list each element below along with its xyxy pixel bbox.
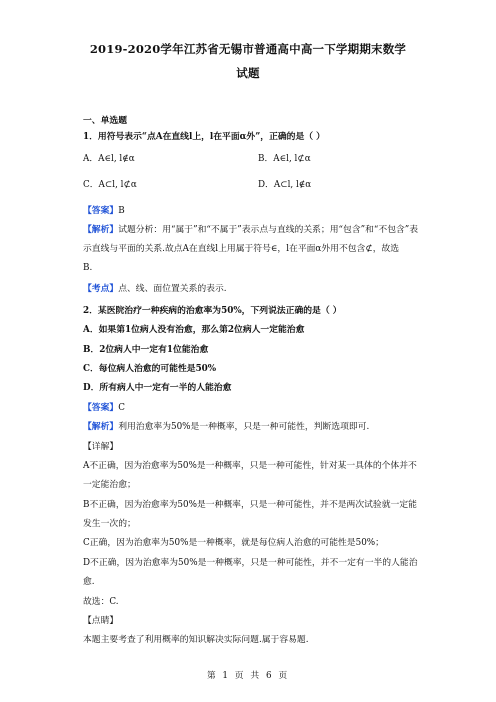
q1-answer-tag: 【答案】 [83, 206, 119, 216]
q2-choose: 故选：C. [83, 597, 119, 607]
q2-stem: 2．某医院治疗一种疾病的治愈率为50%，下列说法正确的是（ ） [83, 306, 342, 316]
q1-option-d: D．A⊂l, l∉α [258, 180, 312, 190]
page-footer: 第 1 页 共 6 页 [206, 671, 290, 681]
q2-analysis-tag: 【解析】 [83, 422, 119, 432]
q1-option-c: C．A⊂l, l⊄α [83, 180, 137, 190]
q1-analysis-tag: 【解析】 [83, 225, 119, 235]
q2-detail-d-line2: 愈. [83, 577, 95, 587]
doc-title-line1: 2019-2020学年江苏省无锡市普通高中高一下学期期末数学 [89, 42, 407, 56]
q2-detail-c: C正确，因为治愈率为50%是一种概率，就是每位病人治愈的可能性是50%； [83, 538, 384, 548]
q1-answer: B [118, 206, 125, 216]
q2-detail-tag: 【详解】 [83, 442, 119, 452]
doc-title-line2: 试题 [236, 66, 260, 80]
section-heading: 一、单选题 [83, 116, 127, 126]
q2-detail-d-line1: D不正确，因为治愈率为50%是一种概率，只是一种可能性，并不一定有一半的人能治 [83, 558, 418, 568]
q1-option-a: A．A∈l, l∉α [83, 154, 135, 164]
q2-detail-b-line2: 发生一次的； [83, 519, 136, 529]
q2-analysis: 利用治愈率为50%是一种概率，只是一种可能性，判断选项即可. [118, 422, 370, 432]
q1-kaodian-line [83, 283, 227, 295]
q2-option-a: A．如果第1位病人没有治愈，那么第2位病人一定能治愈 [83, 325, 305, 335]
q1-analysis-line2: 示直线与平面的关系.故点A在直线l上用属于符号∈，l在平面α外用不包含⊄，故选 [83, 244, 400, 254]
q1-kaodian-tag: 【考点】 [83, 284, 119, 294]
q1-answer-line [83, 205, 125, 217]
q2-analysis-line [83, 421, 369, 433]
q2-answer-line [83, 402, 125, 414]
q2-dianjing-tag: 【点睛】 [83, 616, 119, 626]
q2-option-c: C．每位病人治愈的可能性是50% [83, 364, 217, 374]
q1-analysis-line1 [83, 224, 418, 236]
q1-stem: 1．用符号表示“点A在直线l上，l在平面α外”，正确的是（ ） [83, 132, 325, 142]
q2-answer-tag: 【答案】 [83, 403, 119, 413]
q1-option-b: B．A∈l, l⊄α [258, 154, 311, 164]
q1-analysis-line3: B. [83, 263, 93, 273]
q1-analysis-text1: 试题分析：用“属于”和“不属于”表示点与直线的关系；用“包含”和“不包含”表 [118, 225, 419, 235]
q2-answer: C [118, 403, 125, 413]
q1-kaodian: 点、线、面位置关系的表示. [118, 284, 227, 294]
q2-dianjing: 本题主要考查了利用概率的知识解决实际问题.属于容易题. [83, 635, 309, 645]
q2-detail-a-line2: 一定能治愈； [83, 480, 136, 490]
q2-option-b: B．2位病人中一定有1位能治愈 [83, 345, 209, 355]
q2-option-d: D．所有病人中一定有一半的人能治愈 [83, 383, 232, 393]
q2-detail-b-line1: B不正确，因为治愈率为50%是一种概率，只是一种可能性，并不是两次试验就一定能 [83, 500, 417, 510]
q2-detail-a-line1: A不正确，因为治愈率为50%是一种概率，只是一种可能性，针对某一具体的个体并不 [83, 461, 417, 471]
